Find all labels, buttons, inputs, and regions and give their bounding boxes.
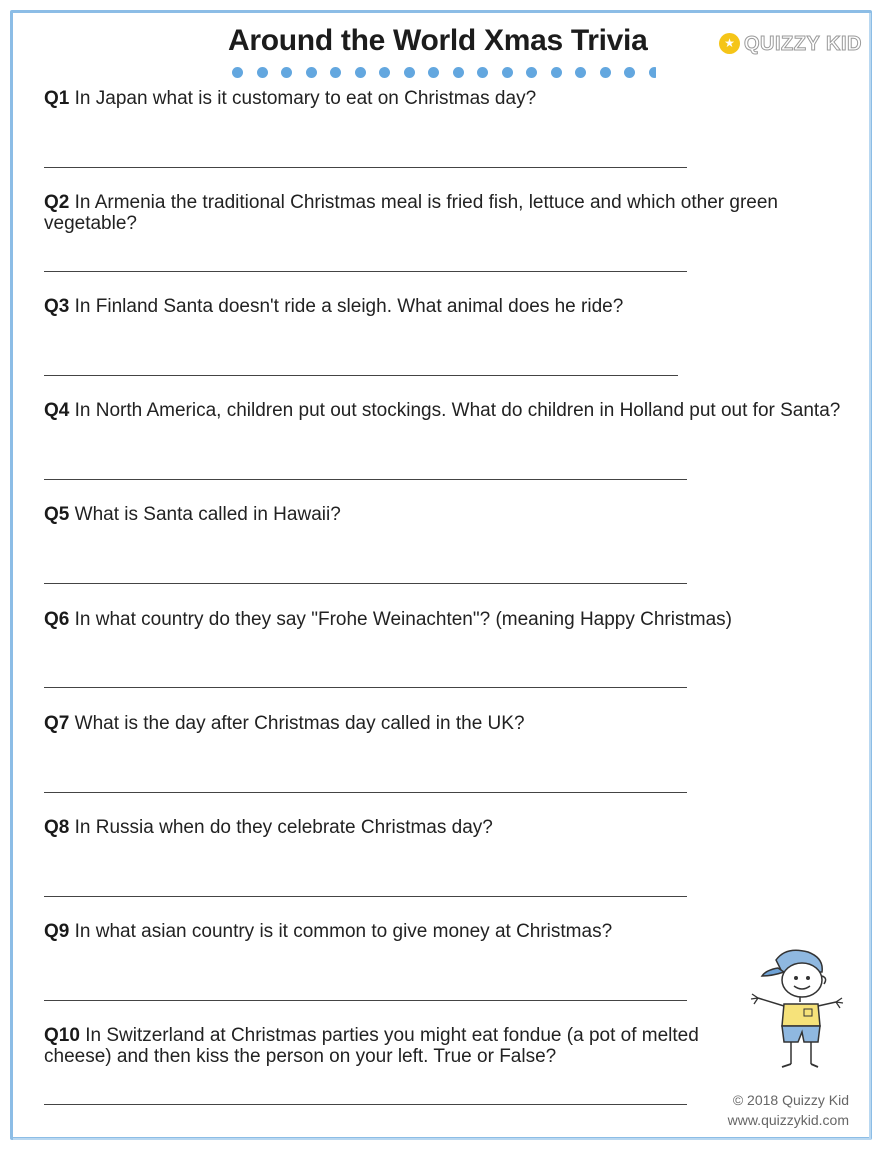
title-dot — [600, 67, 611, 78]
title-dot — [232, 67, 243, 78]
title-dot — [330, 67, 341, 78]
question-number: Q3 — [44, 296, 70, 317]
question-10 — [44, 1025, 734, 1067]
question-text: What is the day after Christmas day called in the UK? — [74, 713, 525, 734]
question-number: Q6 — [44, 609, 70, 630]
title-dot — [453, 67, 464, 78]
answer-line-6[interactable] — [44, 687, 687, 688]
question-text: In Switzerland at Christmas parties you might eat fondue (a pot of melted cheese) and then kiss the person on your left. True or False? — [44, 1025, 699, 1067]
title-dot — [257, 67, 268, 78]
question-number: Q4 — [44, 400, 70, 421]
question-6 — [44, 609, 844, 630]
cartoon-kid-illustration — [748, 946, 844, 1072]
question-number: Q9 — [44, 921, 70, 942]
question-5 — [44, 504, 844, 525]
question-text: In Armenia the traditional Christmas meal is fried fish, lettuce and which other green vegetable? — [44, 192, 778, 234]
question-text: In North America, children put out stockings. What do children in Holland put out for Santa? — [74, 400, 841, 421]
answer-line-7[interactable] — [44, 792, 687, 793]
question-8 — [44, 817, 844, 838]
question-text: In what country do they say "Frohe Weinachten"? (meaning Happy Christmas) — [74, 609, 732, 630]
title-dot — [575, 67, 586, 78]
question-text: What is Santa called in Hawaii? — [74, 504, 341, 525]
answer-line-2[interactable] — [44, 271, 687, 272]
answer-line-3[interactable] — [44, 375, 678, 376]
question-number: Q10 — [44, 1025, 80, 1046]
copyright-text: © 2018 Quizzy Kid — [732, 1092, 849, 1108]
question-number: Q1 — [44, 88, 70, 109]
title-dot — [526, 67, 537, 78]
title-dot — [649, 67, 657, 78]
title-dot — [624, 67, 635, 78]
question-9 — [44, 921, 844, 942]
title-dot — [404, 67, 415, 78]
logo-text: QUIZZY KID — [744, 33, 862, 55]
star-badge-icon: ★ — [719, 33, 740, 54]
title-dot — [477, 67, 488, 78]
title-dot — [502, 67, 513, 78]
answer-line-10[interactable] — [44, 1104, 687, 1105]
answer-line-9[interactable] — [44, 1000, 687, 1001]
answer-line-1[interactable] — [44, 167, 687, 168]
question-number: Q5 — [44, 504, 70, 525]
question-4 — [44, 400, 844, 421]
title-dot — [306, 67, 317, 78]
title-dot — [428, 67, 439, 78]
page-title: Around the World Xmas Trivia — [228, 24, 648, 57]
question-text: In Japan what is it customary to eat on Christmas day? — [74, 88, 537, 109]
question-number: Q8 — [44, 817, 70, 838]
answer-line-8[interactable] — [44, 896, 687, 897]
question-3 — [44, 296, 844, 317]
answer-line-4[interactable] — [44, 479, 687, 480]
title-dot — [281, 67, 292, 78]
website-text: www.quizzykid.com — [727, 1112, 849, 1128]
question-text: In what asian country is it common to give money at Christmas? — [74, 921, 613, 942]
title-dot — [355, 67, 366, 78]
question-number: Q7 — [44, 713, 70, 734]
question-7 — [44, 713, 844, 734]
page-border-shadow — [13, 13, 871, 1140]
title-dotted-underline — [232, 67, 656, 79]
question-number: Q2 — [44, 192, 70, 213]
question-text: In Finland Santa doesn't ride a sleigh. What animal does he ride? — [74, 296, 624, 317]
question-2 — [44, 192, 844, 234]
question-1 — [44, 88, 844, 109]
title-dot — [379, 67, 390, 78]
answer-line-5[interactable] — [44, 583, 687, 584]
title-dot — [551, 67, 562, 78]
question-text: In Russia when do they celebrate Christmas day? — [74, 817, 493, 838]
